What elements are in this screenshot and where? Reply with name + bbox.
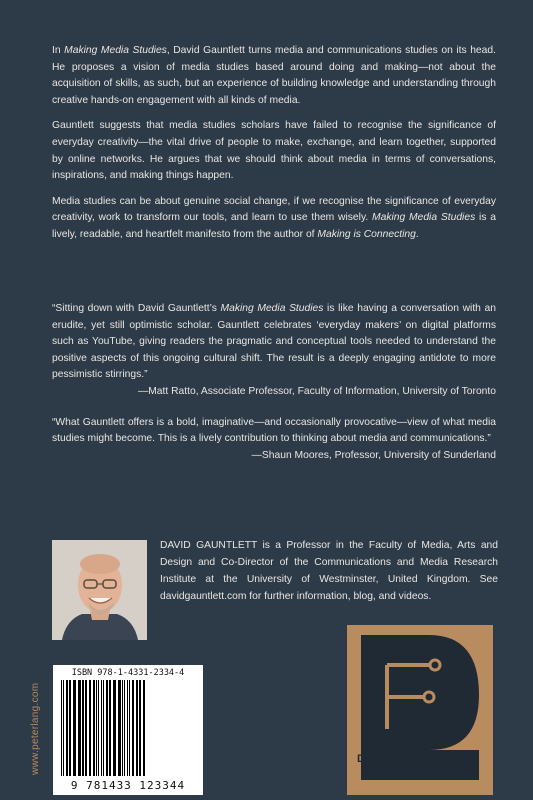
blurb-text: In bbox=[52, 45, 65, 56]
endorsements bbox=[52, 301, 496, 478]
blurb-text: Media studies can be about genuine social change, if we recognise the significance of everyday creativity, work to transform our tools, and learn to use them wisely. bbox=[52, 195, 496, 224]
barcode bbox=[53, 665, 203, 795]
endorsement-2 bbox=[52, 415, 496, 465]
endorsement-text bbox=[52, 301, 496, 384]
quote-text: is like having a conversation with an erudite, yet still optimistic scholar. Gauntlett celebrates ‘everyday makers’ on digital platforms such as YouTube, giving readers the pragmatic and conceptual tools needed to understand the positive aspects of this ongoing cultural shift. The result is a deeply engaging antidote to more pessimistic stirrings.” bbox=[52, 303, 497, 381]
quote-text: “What Gauntlett offers is a bold, imaginative—and occasionally provocative—view of what media studies might become. This is a lively contribution to thinking about media and communications.” bbox=[52, 416, 496, 445]
other-book-title: Making is Connecting bbox=[317, 228, 416, 240]
endorsement-text bbox=[52, 415, 496, 448]
author-photo bbox=[52, 540, 147, 640]
publisher-url[interactable]: www.peterlang.com bbox=[30, 682, 41, 775]
digital-formations-logo-icon bbox=[347, 625, 493, 795]
blurb-text: . bbox=[415, 228, 419, 240]
blurb-text: is a lively, readable, and heartfelt manifesto from the author of bbox=[52, 212, 496, 240]
blurb-paragraph-1 bbox=[52, 43, 496, 109]
barcode-number: 9 781433 123344 bbox=[70, 779, 186, 792]
barcode-bars-icon bbox=[59, 680, 197, 776]
blurb-paragraph-3 bbox=[52, 194, 496, 244]
book-title: Making Media Studies bbox=[64, 45, 167, 56]
series-logo bbox=[347, 625, 493, 795]
series-name: Digital Formations bbox=[357, 753, 458, 765]
blurb-text: , David Gauntlett turns media and communications studies on its head. He proposes a vision of media studies based around doing and making—not about the acquisition of skills, as such, but an experience of building knowledge and understanding through creative hands-on engagement with all kinds of media. bbox=[52, 45, 496, 106]
quote-text: “Sitting down with David Gauntlett’s bbox=[52, 303, 221, 314]
book-title: Making Media Studies bbox=[220, 303, 324, 314]
endorsement-attribution: —Shaun Moores, Professor, University of Sunderland bbox=[251, 449, 496, 461]
book-title: Making Media Studies bbox=[372, 212, 476, 224]
author-bio: DAVID GAUNTLETT is a Professor in the Faculty of Media, Arts and Design and Co-Director of the Communications and Media Research Institute at the University of Westminster, United Kingdom. See davidgauntlett.com for further information, blog, and videos. bbox=[160, 540, 498, 602]
endorsement-attribution: —Matt Ratto, Associate Professor, Faculty of Information, University of Toronto bbox=[137, 385, 496, 397]
endorsement-1 bbox=[52, 301, 496, 401]
isbn-label: ISBN 978-1-4331-2334-4 bbox=[71, 668, 185, 678]
blurb-paragraph-2: Gauntlett suggests that media studies scholars have failed to recognise the significance of everyday creativity—the vital drive of people to make, exchange, and learn together, supported by online networks. He argues that we should think about media in terms of conversations, inspirations, and making things happen. bbox=[52, 120, 496, 182]
blurb bbox=[52, 43, 496, 253]
author-portrait-icon bbox=[52, 540, 147, 640]
